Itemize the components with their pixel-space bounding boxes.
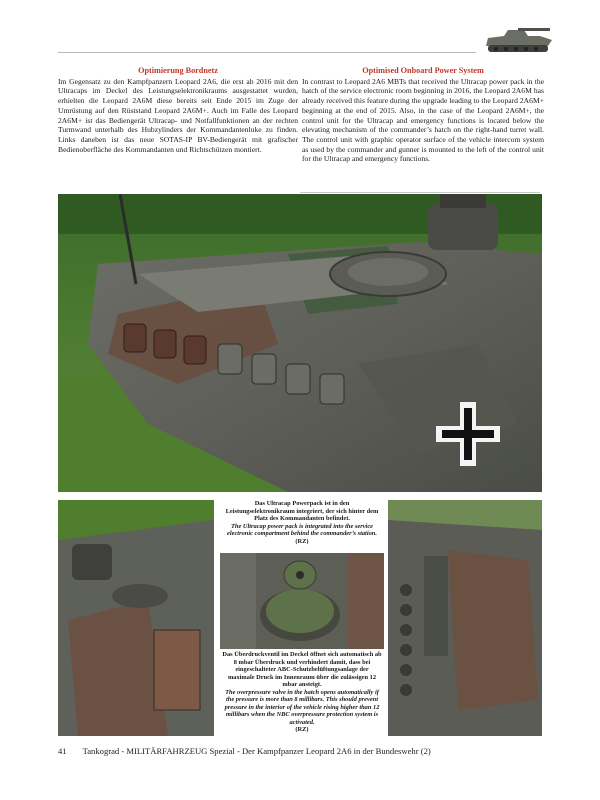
english-column — [302, 66, 544, 164]
page-number: 41 — [58, 746, 67, 756]
caption-bottom-german: Das Überdruckventil im Deckel öffnet sich automatisch ab 8 mbar Überdruck und verhindert damit, dass bei eingeschalteter ABC-Schutzbelüftungsanlage der maximale Druck im Innenraum über die zulässigen 12 mbar ansteigt. — [222, 651, 382, 688]
caption-top-german: Das Ultracap Powerpack ist in den Leistungselektronikraum integriert, der sich hinter dem Platz des Kommandanten befindet. — [225, 500, 379, 522]
photo-turret-side-right — [388, 500, 542, 736]
tank-thumbnail-icon — [478, 18, 556, 58]
main-photo-turret — [58, 194, 542, 492]
caption-bottom-credit: (RZ) — [295, 726, 309, 733]
photo-turret-top-left — [58, 500, 214, 736]
german-column — [58, 66, 298, 154]
header-rule — [58, 52, 476, 53]
caption-top — [222, 500, 382, 545]
german-heading: Optimierung Bordnetz — [138, 66, 218, 75]
english-body: In contrast to Leopard 2A6 MBTs that received the Ultracap power pack in the hatch of the service electronic room beginning in 2016, the Leopard 2A6M has already received this feature during the upgrade leading to the Leopard 2A6M+ beginning at the end of 2015. Also, in the case of the Leopard 2A6M+, the control unit for the Ultracap and emergency functions is located below the elevating mechanism of the commander’s hatch on the right-hand turret wall. The control unit with graphic operator surface of the vehicle intercom system as used by the commander and gunner is mounted to the left of the control unit for the Ultracap and emergency functions. — [302, 76, 544, 164]
column-rule — [300, 192, 540, 193]
caption-top-english: The Ultracap power pack is integrated into the service electronic compartment behind the commander’s station. — [227, 522, 377, 537]
english-heading: Optimised Onboard Power System — [362, 66, 484, 75]
caption-top-credit: (RZ) — [295, 537, 309, 545]
german-body: Im Gegensatz zu den Kampfpanzern Leopard 2A6, die erst ab 2016 mit den Ultracaps im Deckel des Leistungselektronikraums ausgestattet wurden, erhielten die Leopard 2A6M diese bereits seit Ende 2015 im Zuge der Umrüstung auf den Rüststand Leopard 2A6M+. Auch im Falle des Leopard 2A6M+ ist das Bediengerät Ultracap- und Notfallfunktionen an der rechten Turmwand unterhalb des Hubzylinders der Kommandantenluke zu finden. Links daneben ist das neue SOTAS-IP BV-Bediengerät mit grafischer Bedienoberfläche des Kommandanten und Richtschützen montiert. — [58, 76, 298, 154]
page-footer — [58, 746, 548, 756]
photo-overpressure-valve — [220, 553, 384, 649]
footer-title: Tankograd - MILITÄRFAHRZEUG Spezial - Der Kampfpanzer Leopard 2A6 in der Bundeswehr (2) — [82, 746, 431, 756]
caption-bottom-english: The overpressure valve in the hatch opens automatically if the pressure is more than 8 millibars. This should prevent pressure in the interior of the vehicle rising higher than 12 millibars when the NBC overpressure protection system is activated. — [224, 688, 380, 726]
caption-bottom — [222, 651, 382, 734]
